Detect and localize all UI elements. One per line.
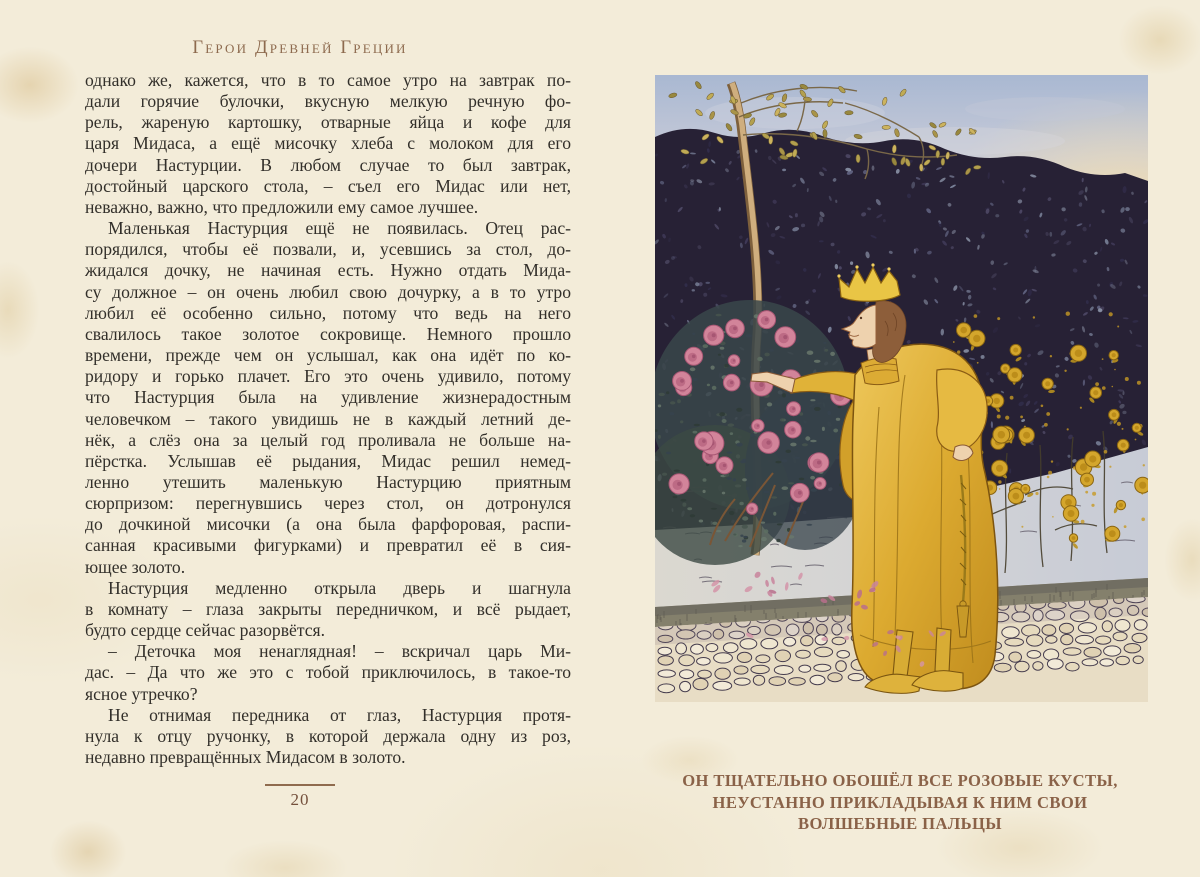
text-line: дас. – Да что же это с тобой приключилось, в такое-то	[85, 662, 571, 683]
caption-line: НЕУСТАННО ПРИКЛАДЫВАЯ К НИМ СВОИ	[712, 792, 1088, 812]
caption-line: ВОЛШЕБНЫЕ ПАЛЬЦЫ	[797, 814, 1003, 833]
text-line: ясное утречко?	[85, 683, 198, 704]
text-line: Маленькая Настурция ещё не появилась. Отец рас-	[108, 218, 571, 239]
text-line: жидался дочку, не начиная есть. Нужно отдать Мида-	[85, 260, 571, 281]
caption-line: ОН ТЩАТЕЛЬНО ОБОШЁЛ ВСЕ РОЗОВЫЕ КУСТЫ,	[682, 771, 1118, 790]
text-line: сюрпризом: перегнувшись через стол, он дотронулся	[85, 493, 571, 514]
page-footer	[0, 784, 600, 810]
text-line: до дочкиной мисочки (а она была фарфоровая, распи-	[85, 514, 571, 535]
eye	[860, 317, 862, 319]
text-line: неважно, важно, что предложили ему самое лучшее.	[85, 196, 479, 217]
text-line: – Деточка моя ненаглядная! – вскричал царь Ми-	[108, 641, 571, 662]
text-line: пёрстка. Услышав её рыдания, Мидас решил немед-	[85, 450, 571, 471]
text-line: рель, жареную картошку, отварные яйца и кофе для	[85, 112, 571, 133]
text-line: человечком – такого увидишь не в каждый летний де-	[85, 408, 571, 429]
text-line: достойный царского стола, – съел его Мидас или нет,	[85, 175, 571, 196]
text-line: будто сердце сейчас разорвётся.	[85, 620, 326, 641]
text-line: Не отнимая передника от глаз, Настурция протя-	[108, 704, 571, 725]
text-line: ридору и горько плачет. Его это очень удивило, потому	[85, 366, 571, 387]
text-line: су должное – он очень любил свою дочурку, а в то утро	[85, 281, 571, 302]
text-line: что Настурция была на удивление жизнерадостным	[85, 387, 571, 408]
text-line: ющее золото.	[85, 556, 186, 577]
text-line: Настурция медленно открыла дверь и шагнула	[108, 577, 571, 598]
right-page	[600, 0, 1200, 877]
text-line: любил её особенно сильно, потому что ведь на него	[85, 302, 571, 323]
midas-illustration	[655, 75, 1148, 702]
text-line: царя Мидаса, а ещё мисочку хлеба с молоком для его	[85, 133, 571, 154]
text-line: санная красивыми фигурками) и превратил её в сия-	[85, 535, 571, 556]
text-line: свалилось такое золотое сокровище. Немного прошло	[85, 323, 571, 344]
text-line: недавно превращённых Мидасом в золото.	[85, 747, 406, 767]
text-line: в комнату – глаза закрыты передничком, и всё рыдает,	[85, 598, 571, 619]
text-line: нёк, а слёз она за целый год проливала не больше на-	[85, 429, 571, 450]
text-line: времени, прежде чем он услышал, как она идёт по ко-	[85, 345, 571, 366]
text-line: дочери Настурции. В любом случае то был завтрак,	[85, 154, 571, 175]
text-line: ленно утешить маленькую Настурцию приятным	[85, 471, 571, 492]
text-line: нула к отцу ручонку, в которой держала одну из роз,	[85, 725, 571, 746]
body-text	[85, 70, 571, 768]
text-line: однако же, кажется, что в то самое утро на завтрак по-	[85, 70, 571, 90]
page-number: 20	[290, 790, 310, 809]
text-line: дали горячие булочки, вкусную мелкую речную фо-	[85, 91, 571, 112]
cloud	[965, 97, 1125, 121]
footer-rule	[265, 784, 335, 786]
running-head: Герои Древней Греции	[192, 38, 408, 58]
text-line: порядился, чтобы её позвали, и, усевшись за стол, до-	[85, 239, 571, 260]
illustration-caption	[630, 770, 1170, 835]
